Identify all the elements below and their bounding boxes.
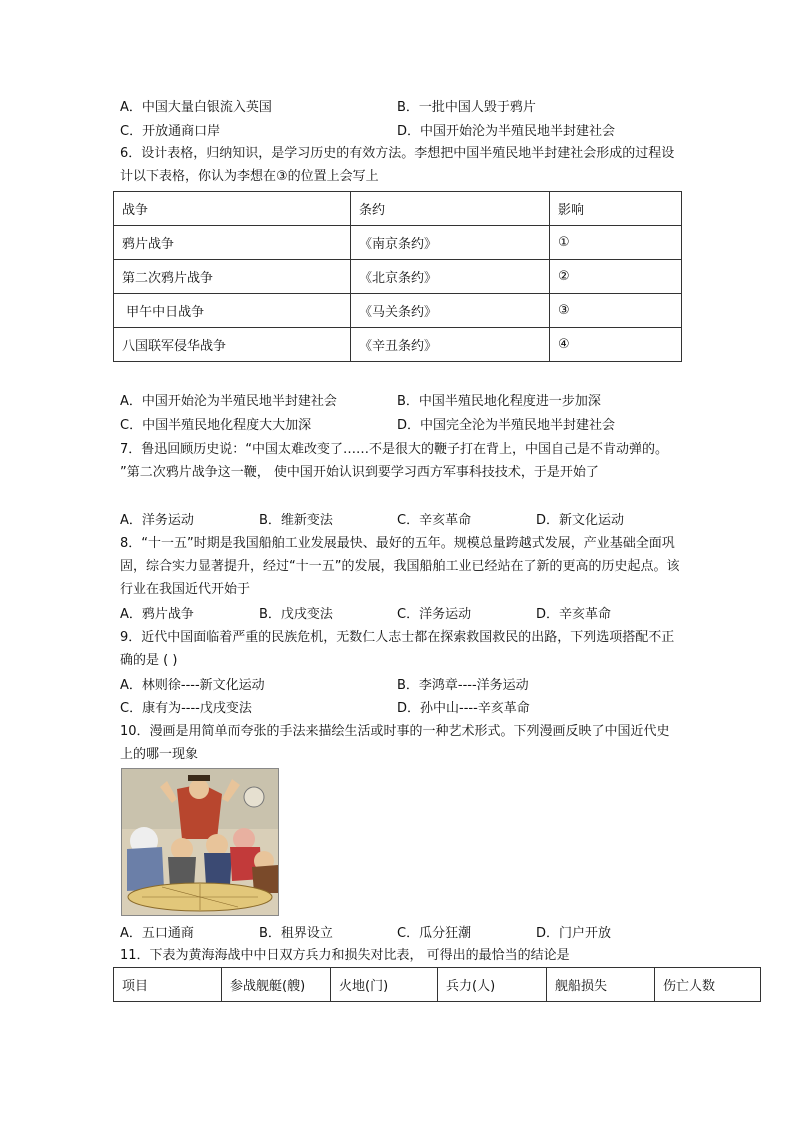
table-header-cell: 影响	[550, 192, 682, 226]
table-header-cell: 火地(门)	[331, 968, 438, 1002]
q8-stem: 8．“十一五”时期是我国船舶工业发展最快、最好的五年。规模总量跨越式发展，产业基础全面巩固，综合实力显著提升，经过“十一五”的发展，我国船舶工业已经站在了新的更高的历史起点。该行业在我国近代开始于	[120, 536, 680, 597]
q6-option-d: D．中国完全沦为半殖民地半封建社会	[397, 418, 616, 433]
table-row	[114, 260, 682, 294]
table-cell: 《马关条约》	[351, 294, 550, 328]
q7-option-d: D．新文化运动	[536, 513, 625, 528]
q6-option-b: B．中国半殖民地化程度进一步加深	[397, 394, 601, 409]
q8-option-a: A．鸦片战争	[120, 607, 194, 622]
q6-table	[113, 191, 682, 362]
q10-option-a: A．五口通商	[120, 926, 194, 941]
table-cell: 《南京条约》	[351, 226, 550, 260]
q6-option-a: A．中国开始沦为半殖民地半封建社会	[120, 394, 337, 409]
q9-option-c: C．康有为----戊戌变法	[120, 701, 252, 716]
table-cell: 《辛丑条约》	[351, 328, 550, 362]
q8-option-b: B．戊戌变法	[259, 607, 333, 622]
q6-stem: 6．设计表格，归纳知识，是学习历史的有效方法。李想把中国半殖民地半封建社会形成的过程设计以下表格，你认为李想在③的位置上会写上	[120, 146, 675, 184]
table-cell: 《北京条约》	[351, 260, 550, 294]
q9-option-b: B．李鸿章----洋务运动	[397, 678, 529, 693]
q5-option-a: A．中国大量白银流入英国	[120, 100, 272, 115]
table-header-cell: 战争	[114, 192, 351, 226]
table-header-row	[114, 192, 682, 226]
q7-option-b: B．维新变法	[259, 513, 333, 528]
table-header-cell: 参战舰艇(艘)	[222, 968, 331, 1002]
q10-option-b: B．租界设立	[259, 926, 333, 941]
table-header-cell: 舰船损失	[547, 968, 655, 1002]
table-cell: 鸦片战争	[114, 226, 351, 260]
table-cell: 第二次鸦片战争	[114, 260, 351, 294]
q11-table	[113, 967, 761, 1002]
table-cell: 甲午中日战争	[114, 294, 351, 328]
table-header-cell: 伤亡人数	[655, 968, 761, 1002]
table-cell: 八国联军侵华战争	[114, 328, 351, 362]
table-cell: ②	[550, 260, 682, 294]
q8-option-c: C．洋务运动	[397, 607, 472, 622]
q7-stem: 7．鲁迅回顾历史说：“中国太难改变了……不是很大的鞭子打在背上，中国自己是不肯动弹的。 ”第二次鸦片战争这一鞭， 使中国开始认识到要学习西方军事科技技术，于是开始了	[120, 442, 669, 480]
table-row	[114, 294, 682, 328]
q5-option-d: D．中国开始沦为半殖民地半封建社会	[397, 124, 616, 139]
table-header-cell: 兵力(人)	[438, 968, 547, 1002]
q7-option-a: A．洋务运动	[120, 513, 194, 528]
table-row	[114, 328, 682, 362]
q5-option-c: C．开放通商口岸	[120, 124, 221, 139]
q9-option-d: D．孙中山----辛亥革命	[397, 701, 530, 716]
table-row	[114, 226, 682, 260]
table-cell: ①	[550, 226, 682, 260]
q7-option-c: C．辛亥革命	[397, 513, 472, 528]
q9-option-a: A．林则徐----新文化运动	[120, 678, 265, 693]
q8-option-d: D．辛亥革命	[536, 607, 612, 622]
table-header-row	[114, 968, 761, 1002]
q5-option-b: B．一批中国人毁于鸦片	[397, 100, 536, 115]
table-header-cell: 条约	[351, 192, 550, 226]
table-header-cell: 项目	[114, 968, 222, 1002]
q9-stem: 9．近代中国面临着严重的民族危机，无数仁人志士都在探索救国救民的出路，下列选项搭配不正确的是 ( )	[120, 630, 675, 668]
table-cell: ④	[550, 328, 682, 362]
cartoon-image	[121, 768, 279, 916]
q10-stem: 10．漫画是用简单而夸张的手法来描绘生活或时事的一种艺术形式。下列漫画反映了中国近代史上的哪一现象	[120, 724, 670, 762]
table-cell: ③	[550, 294, 682, 328]
q10-option-d: D．门户开放	[536, 926, 612, 941]
q10-option-c: C．瓜分狂潮	[397, 926, 472, 941]
q6-option-c: C．中国半殖民地化程度大大加深	[120, 418, 312, 433]
q11-stem: 11．下表为黄海海战中中日双方兵力和损失对比表， 可得出的最恰当的结论是	[120, 948, 570, 963]
